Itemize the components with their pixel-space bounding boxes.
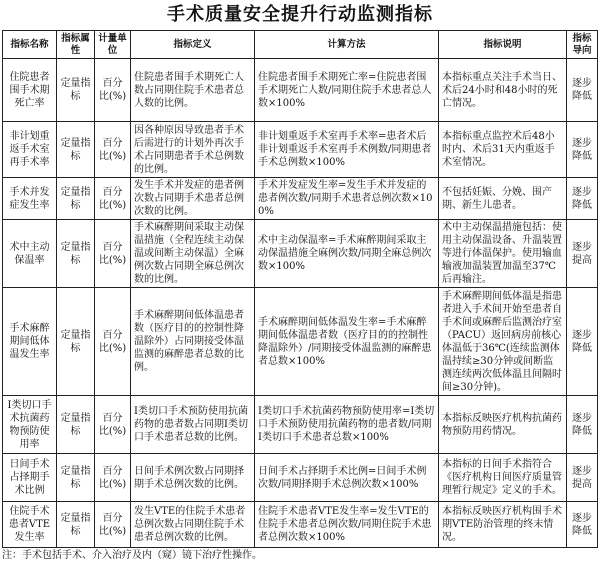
cell-note: 本指标反映医疗机构抗菌药物预防用药情况。 — [439, 396, 567, 454]
cell-def: I类切口手术预防使用抗菌药物的患者数占同期I类切口手术患者总数的比例。 — [131, 396, 255, 454]
cell-note: 本指标的日间手术指符合《医疗机构日间医疗质量管理暂行规定》定义的手术。 — [439, 454, 567, 502]
cell-method: I类切口手术抗菌药物预防使用率=I类切口手术预防使用抗菌药物的患者数/同期I类切口手术患者总数×100% — [255, 396, 439, 454]
header-name: 指标名称 — [3, 31, 57, 59]
table-row — [3, 220, 598, 288]
header-method: 计算方法 — [255, 31, 439, 59]
cell-unit: 百分比(%) — [95, 288, 131, 396]
cell-note: 本指标反映医疗机构围手术期VTE防治管理的终末情况。 — [439, 502, 567, 548]
cell-note: 不包括妊娠、分娩、围产期、新生儿患者。 — [439, 178, 567, 220]
cell-dir: 逐步降低 — [567, 502, 598, 548]
cell-dir: 逐步提高 — [567, 220, 598, 288]
header-attr: 指标属性 — [57, 31, 95, 59]
cell-attr: 定量指标 — [57, 220, 95, 288]
cell-name: 非计划重返手术室再手术率 — [3, 122, 57, 178]
cell-attr: 定量指标 — [57, 502, 95, 548]
cell-dir: 逐步降低 — [567, 396, 598, 454]
header-def: 指标定义 — [131, 31, 255, 59]
cell-method: 非计划重返手术室再手术率=患者术后非计划重返手术室再手术例数/同期患者手术总例数×100% — [255, 122, 439, 178]
cell-attr: 定量指标 — [57, 396, 95, 454]
cell-def: 手术麻醉期间采取主动保温措施（全程连续主动保温或间断主动保温）全麻例次数占同期全麻总例次数的比例。 — [131, 220, 255, 288]
table-row — [3, 59, 598, 122]
cell-method: 手术并发症发生率=发生手术并发症的患者例次数/同期手术患者总例次数×100% — [255, 178, 439, 220]
cell-dir: 逐步提高 — [567, 454, 598, 502]
cell-dir: 逐步降低 — [567, 288, 598, 396]
cell-def: 手术麻醉期间低体温患者数（医疗目的的控制性降温除外）占同期接受体温监测的麻醉患者总数的比例。 — [131, 288, 255, 396]
cell-note: 术中主动保温措施包括：使用主动保温设备、升温装置等进行体温保护。使用输血输液加温装置加温至37℃后再输注。 — [439, 220, 567, 288]
cell-dir: 逐步降低 — [567, 178, 598, 220]
cell-unit: 百分比(%) — [95, 454, 131, 502]
cell-unit: 百分比(%) — [95, 122, 131, 178]
cell-unit: 百分比(%) — [95, 178, 131, 220]
cell-unit: 百分比(%) — [95, 502, 131, 548]
cell-method: 住院手术患者VTE发生率=发生VTE的住院手术患者总例次数/同期住院手术患者总例次数×100% — [255, 502, 439, 548]
cell-dir: 逐步降低 — [567, 59, 598, 122]
header-unit: 计量单位 — [95, 31, 131, 59]
cell-name: 术中主动保温率 — [3, 220, 57, 288]
cell-attr: 定量指标 — [57, 288, 95, 396]
indicator-table — [2, 30, 598, 548]
cell-name: 日间手术占择期手术比例 — [3, 454, 57, 502]
cell-name: 手术并发症发生率 — [3, 178, 57, 220]
cell-note: 手术麻醉期间低体温是指患者进入手术间开始至患者自手术间或麻醉后监测治疗室（PACU）返回病房前核心体温低于36℃(连续监测体温持续≥30分钟或间断监测连续两次低体温且间隔时间≥30分钟)。 — [439, 288, 567, 396]
cell-dir: 逐步降低 — [567, 122, 598, 178]
table-row — [3, 122, 598, 178]
cell-note: 本指标重点关注手术当日、术后24小时和48小时的死亡情况。 — [439, 59, 567, 122]
cell-def: 住院患者围手术期死亡人数占同期住院手术患者总人数的比例。 — [131, 59, 255, 122]
cell-def: 因各种原因导致患者手术后需进行的计划外再次手术占同期患者手术总例数的比例。 — [131, 122, 255, 178]
cell-def: 发生VTE的住院手术患者总例次数占同期住院手术患者总例次数的比例。 — [131, 502, 255, 548]
cell-def: 发生手术并发症的患者例次数占同期手术患者总例次数的比例。 — [131, 178, 255, 220]
cell-method: 术中主动保温率=手术麻醉期间采取主动保温措施全麻例次数/同期全麻总例次数×100% — [255, 220, 439, 288]
header-dir: 指标导向 — [567, 31, 598, 59]
cell-name: 住院患者围手术期死亡率 — [3, 59, 57, 122]
cell-attr: 定量指标 — [57, 178, 95, 220]
table-row — [3, 396, 598, 454]
cell-unit: 百分比(%) — [95, 220, 131, 288]
cell-attr: 定量指标 — [57, 59, 95, 122]
page-title: 手术质量安全提升行动监测指标 — [167, 4, 433, 25]
table-row — [3, 454, 598, 502]
cell-note: 本指标重点监控术后48小时内、术后31天内重返手术室情况。 — [439, 122, 567, 178]
cell-method: 住院患者围手术期死亡率=住院患者围手术期死亡人数/同期住院手术患者总人数×100% — [255, 59, 439, 122]
cell-method: 手术麻醉期间低体温发生率=手术麻醉期间低体温患者数（医疗目的的控制性降温除外）/同期接受体温监测的麻醉患者总数×100% — [255, 288, 439, 396]
cell-attr: 定量指标 — [57, 454, 95, 502]
table-row — [3, 502, 598, 548]
header-row — [3, 31, 598, 59]
table-row — [3, 178, 598, 220]
cell-method: 日间手术占择期手术比例=日间手术例次数/同期择期手术总例次数×100% — [255, 454, 439, 502]
cell-attr: 定量指标 — [57, 122, 95, 178]
header-note: 指标说明 — [439, 31, 567, 59]
cell-name: I类切口手术抗菌药物预防使用率 — [3, 396, 57, 454]
table-row — [3, 288, 598, 396]
cell-unit: 百分比(%) — [95, 396, 131, 454]
cell-name: 住院手术患者VTE发生率 — [3, 502, 57, 548]
cell-name: 手术麻醉期间低体温发生率 — [3, 288, 57, 396]
footnote: 注：手术包括手术、介入治疗及内（窥）镜下治疗性操作。 — [2, 550, 262, 561]
cell-unit: 百分比(%) — [95, 59, 131, 122]
cell-def: 日间手术例次数占同期择期手术总例次数的比例。 — [131, 454, 255, 502]
